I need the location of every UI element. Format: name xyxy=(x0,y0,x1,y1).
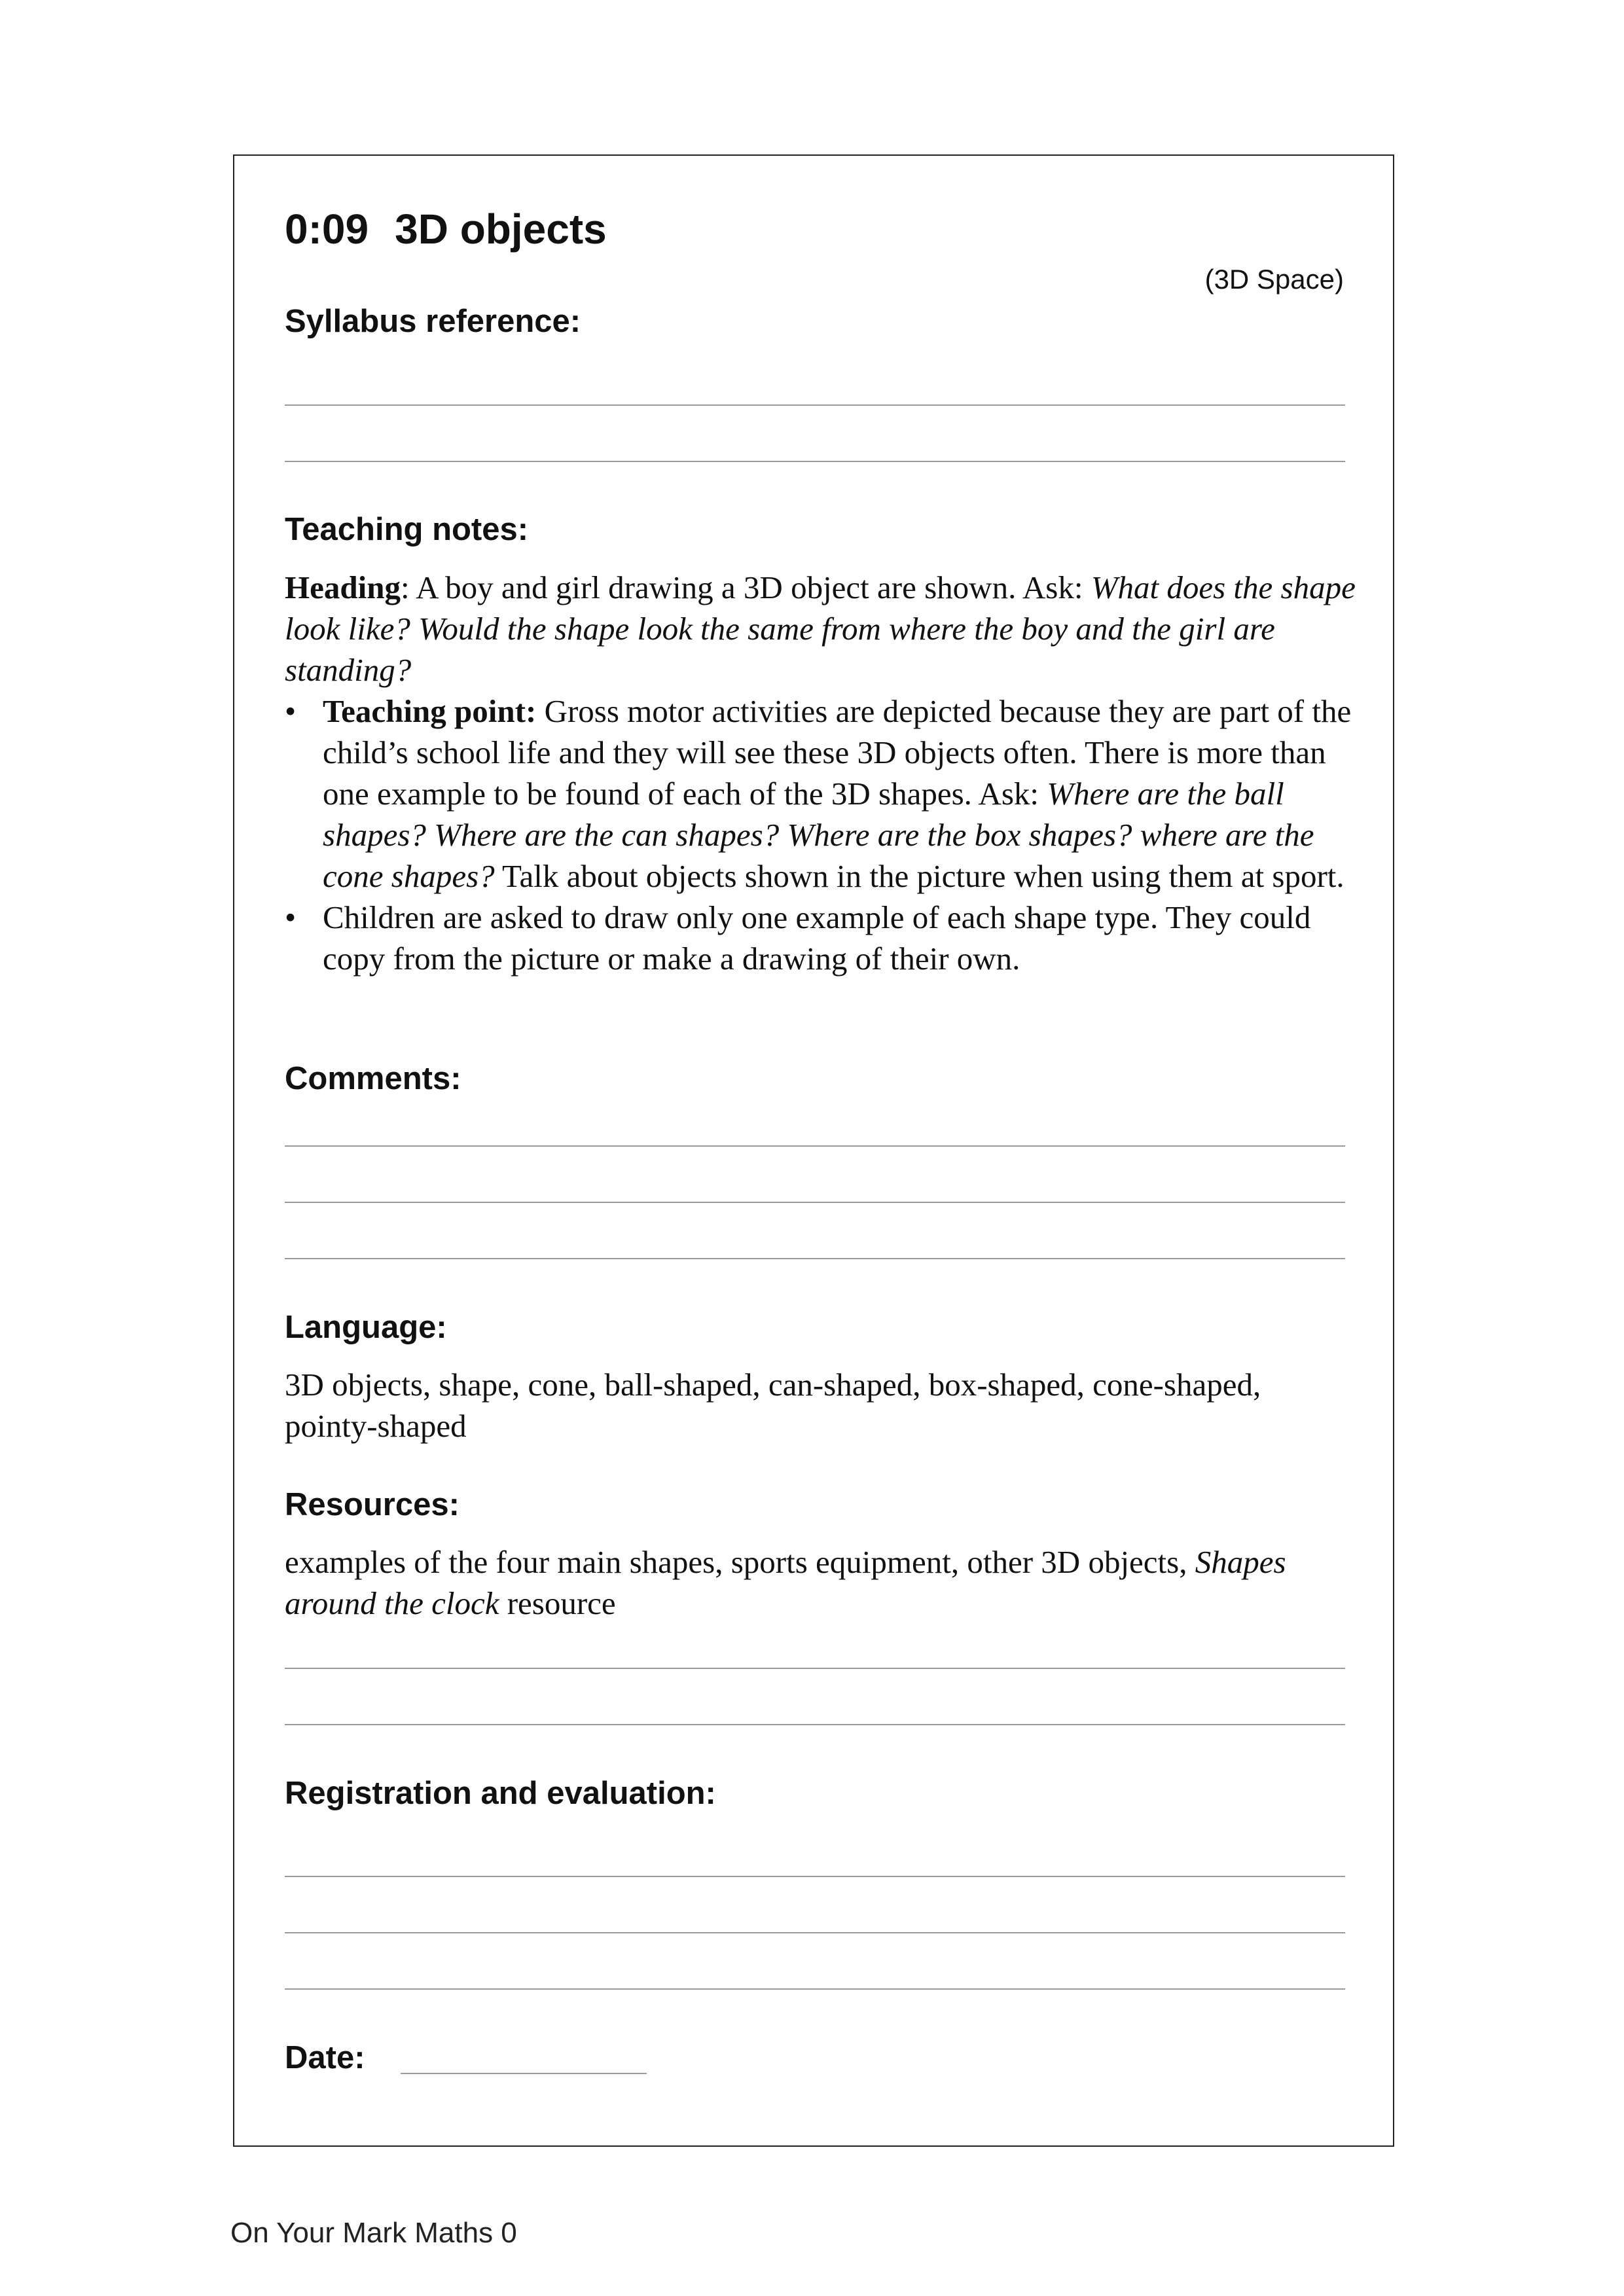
registration-line[interactable] xyxy=(285,1988,1345,1990)
teaching-notes-list xyxy=(285,691,1358,979)
resources-body xyxy=(285,1541,1358,1624)
syllabus-line[interactable] xyxy=(285,461,1345,462)
resources-heading: Resources: xyxy=(285,1487,460,1522)
resources-title: Shapes around the clock xyxy=(285,1544,1286,1621)
teaching-notes-body xyxy=(285,567,1358,979)
intro-bold: Heading xyxy=(285,569,401,605)
teaching-point-text: Gross motor activities are depicted because they are part of the child’s school life and they will see these 3D objects often. There is more than one example to be found of each of the 3D shapes. Ask: xyxy=(323,693,1352,812)
resources-text: examples of the four main shapes, sports equipment, other 3D objects, xyxy=(285,1544,1195,1580)
lesson-title: 3D objects xyxy=(395,206,607,253)
intro-question: What does the shape look like? Would the shape look the same from where the boy and the girl are standing? xyxy=(285,569,1356,688)
registration-line[interactable] xyxy=(285,1876,1345,1877)
date-label: Date: xyxy=(285,2040,365,2075)
bullet-icon: • xyxy=(285,899,297,935)
comments-heading: Comments: xyxy=(285,1061,461,1096)
footer-text: On Your Mark Maths 0 xyxy=(230,2217,517,2249)
registration-heading: Registration and evaluation: xyxy=(285,1776,716,1811)
teaching-notes-intro xyxy=(285,567,1358,691)
registration-line[interactable] xyxy=(285,1932,1345,1933)
comments-line[interactable] xyxy=(285,1258,1345,1259)
date-field[interactable] xyxy=(401,2073,647,2074)
teaching-point-questions: Where are the ball shapes? Where are the can shapes? Where are the box shapes? where are the cone shapes? xyxy=(323,776,1314,894)
resources-line[interactable] xyxy=(285,1724,1345,1725)
drawing-instruction: Children are asked to draw only one example of each shape type. They could copy from the picture or make a drawing of their own. xyxy=(323,899,1311,977)
resources-text-end: resource xyxy=(499,1585,616,1621)
syllabus-heading: Syllabus reference: xyxy=(285,304,581,339)
teaching-point-text-end: Talk about objects shown in the picture when using them at sport. xyxy=(494,858,1344,894)
strand-label: (3D Space) xyxy=(1204,264,1344,295)
bullet-icon: • xyxy=(285,693,297,729)
language-heading: Language: xyxy=(285,1310,447,1345)
intro-text: : A boy and girl drawing a 3D object are shown. Ask: xyxy=(400,569,1091,605)
language-text: 3D objects, shape, cone, ball-shaped, can-shaped, box-shaped, cone-shaped, pointy-shaped xyxy=(285,1367,1261,1444)
comments-line[interactable] xyxy=(285,1145,1345,1147)
list-item xyxy=(285,897,1358,979)
lesson-code: 0:09 xyxy=(285,206,369,253)
page-frame xyxy=(233,154,1394,2147)
comments-line[interactable] xyxy=(285,1202,1345,1203)
page-title xyxy=(285,206,607,253)
list-item xyxy=(285,691,1358,897)
teaching-point-label: Teaching point: xyxy=(323,693,537,729)
teaching-notes-heading: Teaching notes: xyxy=(285,512,529,547)
resources-line[interactable] xyxy=(285,1668,1345,1669)
syllabus-line[interactable] xyxy=(285,404,1345,406)
